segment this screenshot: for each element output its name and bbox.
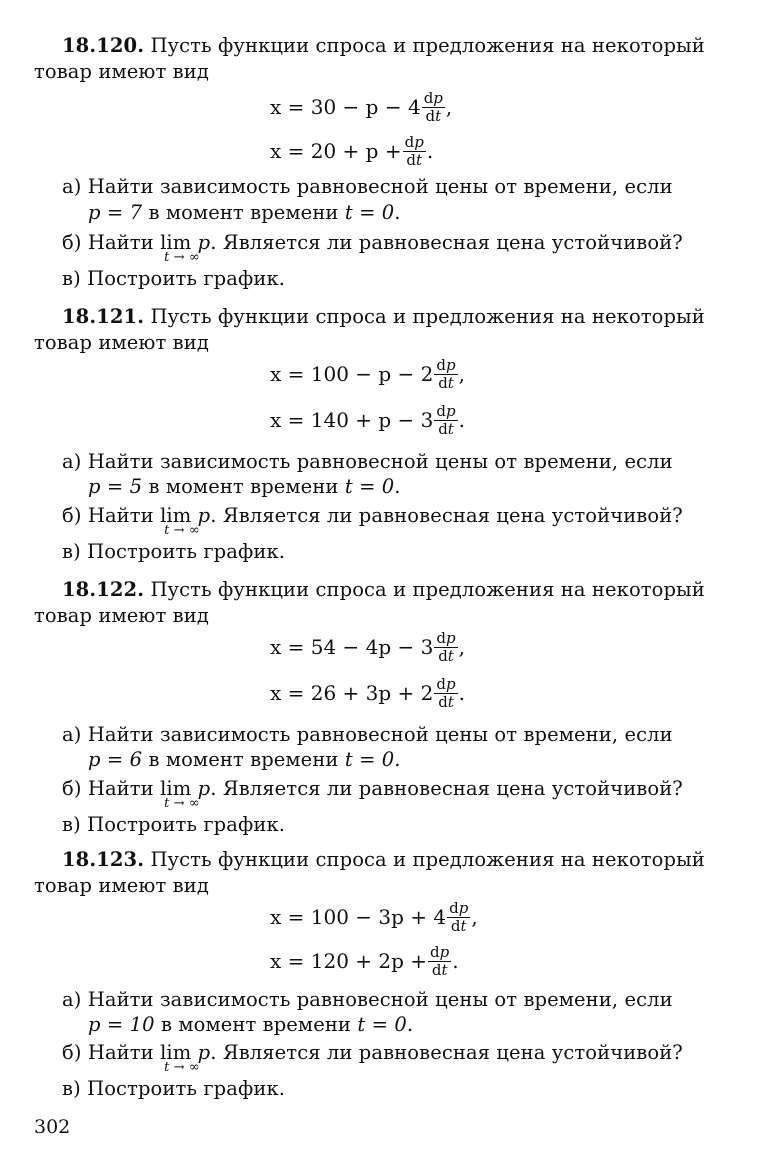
- problem-number: 18.123.: [62, 848, 145, 871]
- intro-text-2: товар имеют вид: [34, 874, 209, 897]
- equation-end: .: [458, 408, 465, 432]
- derivative-fraction: $\frac{dp}{dt}$: [404, 132, 424, 169]
- qb-suffix: . Является ли равновесная цена устойчивой?: [210, 504, 683, 527]
- equation-text: x = 26 + 3p + 2: [270, 681, 434, 705]
- moment-text: в момент времени: [148, 475, 339, 498]
- question-a-condition: [88, 200, 401, 226]
- intro-text-2: товар имеют вид: [34, 331, 209, 354]
- question-a-condition: [88, 474, 401, 500]
- question-a: а) Найти зависимость равновесной цены от времени, если: [62, 450, 673, 473]
- equation-text: x = 100 − p − 2: [270, 362, 434, 386]
- question-c: в) Построить график.: [62, 813, 286, 836]
- qb-prefix: б) Найти: [62, 1041, 154, 1064]
- question-b: б) Найти lim t → ∞ p. Является ли равновесная цена устойчивой?: [62, 1041, 683, 1075]
- question-a-condition: [88, 1012, 413, 1038]
- derivative-fraction: $\frac{dp}{dt}$: [436, 628, 456, 665]
- question-c: в) Построить график.: [62, 1077, 286, 1100]
- intro-text-2: товар имеют вид: [34, 604, 209, 627]
- question-c: в) Построить график.: [62, 267, 286, 290]
- initial-price: p = 5: [88, 475, 143, 498]
- equation-end: ,: [471, 905, 478, 929]
- equation-demand: [270, 625, 465, 669]
- initial-time: t = 0.: [357, 1013, 414, 1036]
- equation-end: ,: [458, 362, 465, 386]
- question-b: б) Найти lim t → ∞ p. Является ли равновесная цена устойчивой?: [62, 231, 683, 265]
- qb-prefix: б) Найти: [62, 231, 154, 254]
- moment-text: в момент времени: [148, 201, 339, 224]
- derivative-fraction: $\frac{dp}{dt}$: [436, 401, 456, 438]
- equation-end: .: [452, 949, 459, 973]
- equation-demand: [270, 85, 452, 129]
- limit: lim t → ∞: [160, 777, 200, 811]
- intro-text-2: товар имеют вид: [34, 60, 209, 83]
- page-number: 302: [34, 1116, 71, 1138]
- problem-number: 18.121.: [62, 305, 145, 328]
- initial-time: t = 0.: [344, 201, 401, 224]
- intro-text: Пусть функции спроса и предложения на некоторый: [150, 848, 705, 871]
- problem-intro: [62, 33, 705, 59]
- equation-demand: [270, 352, 465, 396]
- equation-text: x = 140 + p − 3: [270, 408, 434, 432]
- derivative-fraction: $\frac{dp}{dt}$: [430, 942, 450, 979]
- derivative-fraction: $\frac{dp}{dt}$: [423, 88, 443, 125]
- question-a: а) Найти зависимость равновесной цены от времени, если: [62, 723, 673, 746]
- problem-intro: [62, 304, 705, 330]
- equation-text: x = 120 + 2p +: [270, 949, 428, 973]
- qb-suffix: . Является ли равновесная цена устойчивой?: [210, 231, 683, 254]
- question-a: а) Найти зависимость равновесной цены от времени, если: [62, 988, 673, 1011]
- equation-end: ,: [445, 95, 453, 119]
- equation-demand: [270, 895, 478, 939]
- initial-time: t = 0.: [344, 748, 401, 771]
- equation-supply: [270, 398, 465, 442]
- equation-text: x = 20 + p +: [270, 139, 402, 163]
- intro-text: Пусть функции спроса и предложения на некоторый: [150, 305, 705, 328]
- equation-supply: [270, 939, 459, 983]
- question-c: в) Построить график.: [62, 540, 286, 563]
- derivative-fraction: $\frac{dp}{dt}$: [436, 355, 456, 392]
- equation-end: .: [426, 139, 434, 163]
- equation-text: x = 100 − 3p + 4: [270, 905, 447, 929]
- derivative-fraction: $\frac{dp}{dt}$: [449, 898, 469, 935]
- question-b: б) Найти lim t → ∞ p. Является ли равновесная цена устойчивой?: [62, 504, 683, 538]
- question-a-condition: [88, 747, 401, 773]
- equation-end: ,: [458, 635, 465, 659]
- problem-intro: [62, 577, 705, 603]
- question-a: а) Найти зависимость равновесной цены от времени, если: [62, 175, 673, 198]
- problem-number: 18.122.: [62, 578, 145, 601]
- qb-suffix: . Является ли равновесная цена устойчивой?: [210, 1041, 683, 1064]
- problem-intro: [62, 847, 705, 873]
- equation-end: .: [458, 681, 465, 705]
- limit: lim t → ∞: [160, 231, 200, 265]
- derivative-fraction: $\frac{dp}{dt}$: [436, 674, 456, 711]
- limit: lim t → ∞: [160, 504, 200, 538]
- equation-supply: [270, 671, 465, 715]
- initial-price: p = 6: [88, 748, 143, 771]
- problem-number: 18.120.: [62, 34, 145, 57]
- initial-price: p = 10: [88, 1013, 155, 1036]
- initial-price: p = 7: [88, 201, 143, 224]
- intro-text: Пусть функции спроса и предложения на некоторый: [150, 578, 705, 601]
- qb-suffix: . Является ли равновесная цена устойчивой?: [210, 777, 683, 800]
- moment-text: в момент времени: [148, 748, 339, 771]
- moment-text: в момент времени: [160, 1013, 352, 1036]
- qb-prefix: б) Найти: [62, 504, 154, 527]
- equation-text: x = 30 − p − 4: [270, 95, 421, 119]
- intro-text: Пусть функции спроса и предложения на некоторый: [150, 34, 705, 57]
- equation-supply: [270, 129, 433, 173]
- qb-prefix: б) Найти: [62, 777, 154, 800]
- question-b: б) Найти lim t → ∞ p. Является ли равновесная цена устойчивой?: [62, 777, 683, 811]
- limit: lim t → ∞: [160, 1041, 200, 1075]
- equation-text: x = 54 − 4p − 3: [270, 635, 434, 659]
- initial-time: t = 0.: [344, 475, 401, 498]
